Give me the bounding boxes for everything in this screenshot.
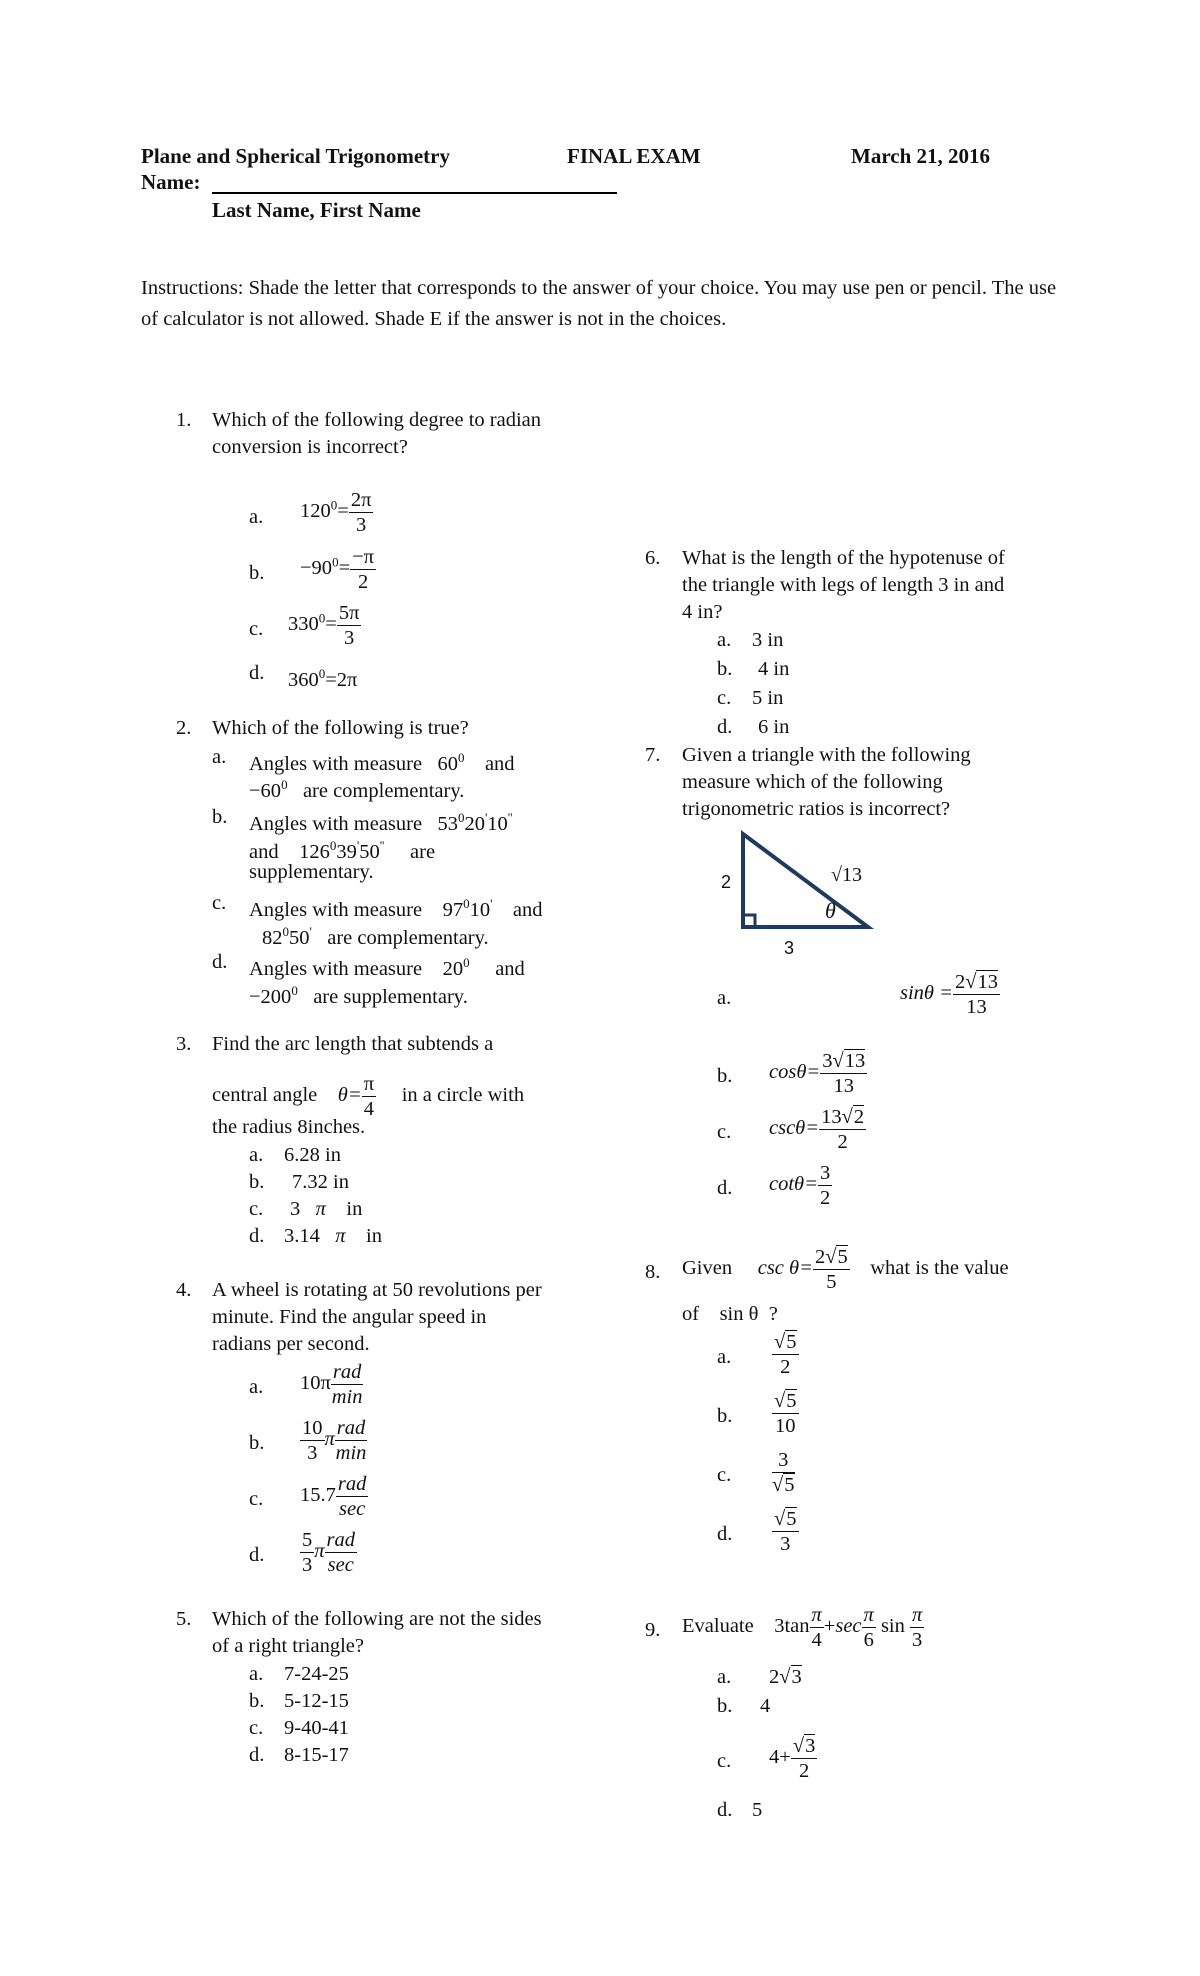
course-title: Plane and Spherical Trigonometry (141, 144, 450, 168)
q7-stem-1: Given a triangle with the following (682, 744, 971, 766)
q5-a-text: 7-24-25 (284, 1663, 349, 1685)
q5-d-letter[interactable]: d. (249, 1744, 265, 1766)
q6-b-text: 4 in (758, 658, 790, 680)
q3-c-letter[interactable]: c. (249, 1198, 264, 1220)
q8-b-expr: $\frac{√5}{10}$ (774, 1390, 797, 1437)
q5-stem-2: of a right triangle? (212, 1635, 364, 1657)
q4-d-letter[interactable]: d. (249, 1544, 265, 1566)
q9-d-letter[interactable]: d. (717, 1799, 733, 1821)
q7-a-letter[interactable]: a. (717, 987, 732, 1009)
q1-d-expr: $360^0=2\pi$ (288, 666, 358, 691)
q2-c-text-1: Angles with measure $97^010'$ and (249, 896, 543, 921)
q2-d-letter[interactable]: d. (212, 951, 228, 973)
q7-d-letter[interactable]: d. (717, 1177, 733, 1199)
q8-c-expr: $\frac{3}{√5}$ (772, 1449, 795, 1496)
q2-a-text-1: Angles with measure $60^0$ and (249, 750, 515, 775)
q9-stem: Evaluate 3tan $\frac{\pi}{4}$ +sec $\frac{\pi}{6}$ sin $\frac{\pi}{3}$ (682, 1604, 923, 1651)
exam-date: March 21, 2016 (851, 144, 991, 168)
q5-c-letter[interactable]: c. (249, 1717, 264, 1739)
q7-c-letter[interactable]: c. (717, 1121, 732, 1143)
q1-c-expr: $330^0=$ $\frac{5\pi}{3}$ (288, 602, 360, 649)
triangle-side-bottom: 3 (784, 938, 795, 958)
q4-c-letter[interactable]: c. (249, 1488, 264, 1510)
q2-a-text-2: $-60^0$ are complementary. (249, 777, 465, 802)
q6-d-text: 6 in (758, 716, 790, 738)
q6-stem-2: the triangle with legs of length 3 in and (682, 574, 1005, 596)
q1-a-expr: $120^0=$ $\frac{2\pi}{3}$ (300, 489, 372, 536)
q4-b-letter[interactable]: b. (249, 1432, 265, 1454)
name-line[interactable] (212, 172, 617, 194)
q6-stem-3: 4 in? (682, 601, 723, 623)
q8-stem-2: of sin θ ? (682, 1303, 778, 1325)
q2-stem: Which of the following is true? (212, 717, 469, 739)
q8-d-expr: $\frac{√5}{3}$ (774, 1508, 797, 1555)
triangle-hypotenuse: √13 (831, 864, 862, 886)
q4-stem-3: radians per second. (212, 1333, 370, 1355)
q1-stem-1: Which of the following degree to radian (212, 409, 542, 431)
q5-d-text: 8-15-17 (284, 1744, 349, 1766)
q6-c-text: 5 in (752, 687, 784, 709)
q7-c-expr: cscθ= $\frac{13√2}{2}$ (769, 1106, 865, 1153)
q9-b-text: 4 (760, 1695, 771, 1717)
q7-stem-2: measure which of the following (682, 771, 943, 793)
q4-number: 4. (176, 1279, 192, 1301)
q3-stem-1: Find the arc length that subtends a (212, 1033, 494, 1055)
q4-stem-2: minute. Find the angular speed in (212, 1306, 487, 1328)
q5-a-letter[interactable]: a. (249, 1663, 264, 1685)
q6-number: 6. (645, 547, 661, 569)
q8-stem-1: Given csc θ= $\frac{2√5}{5}$ what is the value (682, 1246, 1009, 1293)
q5-number: 5. (176, 1608, 192, 1630)
q4-a-letter[interactable]: a. (249, 1376, 264, 1398)
q8-d-letter[interactable]: d. (717, 1523, 733, 1545)
q6-d-letter[interactable]: d. (717, 716, 733, 738)
q9-a-expr: 2√3 (769, 1666, 802, 1688)
q8-b-letter[interactable]: b. (717, 1405, 733, 1427)
q3-stem-2: central angle θ= $\frac{\pi}{4}$ in a circle with (212, 1073, 525, 1120)
q8-a-letter[interactable]: a. (717, 1346, 732, 1368)
q6-b-letter[interactable]: b. (717, 658, 733, 680)
q7-number: 7. (645, 744, 661, 766)
q1-a-letter[interactable]: a. (249, 506, 264, 528)
q4-a-expr: 10π $\frac{\text{rad}}{\min}$ (300, 1361, 363, 1408)
q8-number: 8. (645, 1261, 661, 1283)
q7-b-expr: cosθ= $\frac{3√13}{13}$ (769, 1050, 866, 1097)
q3-c-text: 3 π in (290, 1198, 363, 1220)
q3-stem-3: the radius 8inches. (212, 1116, 366, 1138)
q8-a-expr: $\frac{√5}{2}$ (774, 1331, 797, 1378)
q4-d-expr: $\frac{5}{3}$ π $\frac{\text{rad}}{\sec}$ (302, 1529, 356, 1576)
q3-b-text: 7.32 in (292, 1171, 349, 1193)
q5-stem-1: Which of the following are not the sides (212, 1608, 542, 1630)
q2-b-text-3: supplementary. (249, 861, 374, 883)
q3-number: 3. (176, 1033, 192, 1055)
q6-a-letter[interactable]: a. (717, 629, 732, 651)
q7-d-expr: cotθ= $\frac{3}{2}$ (769, 1162, 831, 1209)
q2-number: 2. (176, 717, 192, 739)
name-hint: Last Name, First Name (212, 198, 421, 222)
q6-a-text: 3 in (752, 629, 784, 651)
q4-b-expr: $\frac{10}{3}$ π $\frac{\text{rad}}{\min}$ (302, 1417, 367, 1464)
q2-b-text-1: Angles with measure $53^020'10''$ (249, 810, 513, 835)
q1-stem-2: conversion is incorrect? (212, 436, 408, 458)
name-label: Name: (141, 170, 201, 194)
q9-d-text: 5 (752, 1799, 763, 1821)
q2-d-text-1: Angles with measure $20^0$ and (249, 955, 525, 980)
q2-a-letter[interactable]: a. (212, 746, 227, 768)
q8-c-letter[interactable]: c. (717, 1464, 732, 1486)
q2-b-letter[interactable]: b. (212, 806, 228, 828)
q5-b-text: 5-12-15 (284, 1690, 349, 1712)
q6-c-letter[interactable]: c. (717, 687, 732, 709)
q5-b-letter[interactable]: b. (249, 1690, 265, 1712)
q1-d-letter[interactable]: d. (249, 662, 265, 684)
q2-b-text-2: and $126^039'50''$ are (249, 838, 436, 863)
q6-stem-1: What is the length of the hypotenuse of (682, 547, 1005, 569)
q1-b-letter[interactable]: b. (249, 562, 265, 584)
q9-c-letter[interactable]: c. (717, 1750, 732, 1772)
triangle-angle-theta: θ (825, 898, 836, 923)
q3-a-text: 6.28 in (284, 1144, 341, 1166)
q2-d-text-2: $-200^0$ are supplementary. (249, 983, 468, 1008)
triangle-side-left: 2 (721, 872, 732, 892)
q1-number: 1. (176, 409, 192, 431)
q7-a-expr: sinθ = $\frac{2√13}{13}$ (900, 971, 998, 1018)
q4-c-expr: 15.7 $\frac{\text{rad}}{\sec}$ (300, 1473, 367, 1520)
q9-number: 9. (645, 1619, 661, 1641)
right-triangle-figure (700, 826, 900, 966)
q7-stem-3: trigonometric ratios is incorrect? (682, 798, 951, 820)
q2-c-text-2: $82^050'$ are complementary. (262, 924, 489, 949)
q3-a-letter[interactable]: a. (249, 1144, 264, 1166)
q3-b-letter[interactable]: b. (249, 1171, 265, 1193)
q9-b-letter[interactable]: b. (717, 1695, 733, 1717)
q3-d-text: 3.14 π in (284, 1225, 382, 1247)
q4-stem-1: A wheel is rotating at 50 revolutions per (212, 1279, 542, 1301)
q9-a-letter[interactable]: a. (717, 1666, 732, 1688)
q2-c-letter[interactable]: c. (212, 892, 227, 914)
q9-c-expr: 4+ $\frac{√3}{2}$ (769, 1735, 816, 1782)
q1-c-letter[interactable]: c. (249, 618, 264, 640)
instructions: Instructions: Shade the letter that corresponds to the answer of your choice. You may use pen or pencil. The use of calculator is not allowed. Shade E if the answer is not in the choices. (141, 277, 1057, 330)
q5-c-text: 9-40-41 (284, 1717, 349, 1739)
q7-b-letter[interactable]: b. (717, 1065, 733, 1087)
q3-d-letter[interactable]: d. (249, 1225, 265, 1247)
q1-b-expr: $-90^0=$ $\frac{-\pi}{2}$ (300, 546, 375, 593)
exam-title: FINAL EXAM (567, 144, 701, 168)
